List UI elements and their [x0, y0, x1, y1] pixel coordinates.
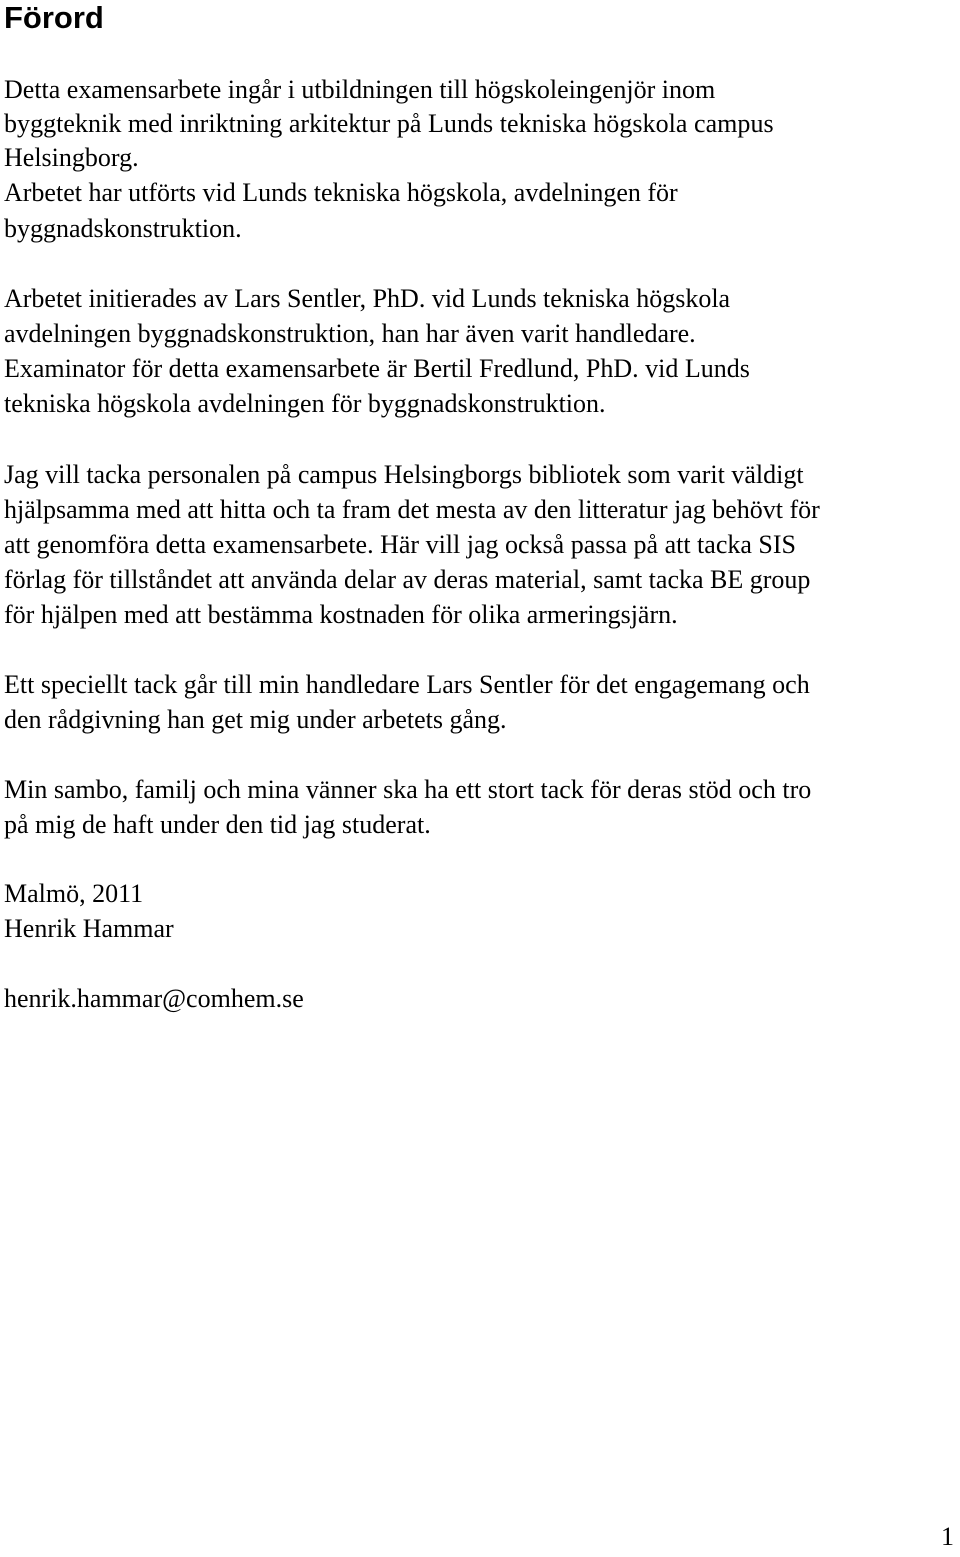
text-line: Detta examensarbete ingår i utbildningen till högskoleingenjör inom	[4, 75, 716, 104]
text-line: Jag vill tacka personalen på campus Helsingborgs bibliotek som varit väldigt	[4, 460, 804, 489]
text-line: Min sambo, familj och mina vänner ska ha ett stort tack för deras stöd och tro	[4, 775, 812, 804]
place-date: Malmö, 2011	[4, 879, 144, 908]
text-line: Examinator för detta examensarbete är Bertil Fredlund, PhD. vid Lunds	[4, 354, 750, 383]
text-line: på mig de haft under den tid jag studerat.	[4, 810, 431, 839]
text-line: hjälpsamma med att hitta och ta fram det mesta av den litteratur jag behövt för	[4, 495, 820, 524]
page-title: Förord	[4, 0, 104, 35]
page-number: 1	[941, 1522, 954, 1551]
text-line: den rådgivning han get mig under arbetets gång.	[4, 705, 507, 734]
text-line: byggnadskonstruktion.	[4, 214, 242, 243]
text-line: tekniska högskola avdelningen för byggnadskonstruktion.	[4, 389, 606, 418]
text-line: Arbetet initierades av Lars Sentler, PhD. vid Lunds tekniska högskola	[4, 284, 731, 313]
text-line: förlag för tillståndet att använda delar av deras material, samt tacka BE group	[4, 565, 811, 594]
text-line: avdelningen byggnadskonstruktion, han har även varit handledare.	[4, 319, 696, 348]
author-email: henrik.hammar@comhem.se	[4, 984, 304, 1013]
text-line: att genomföra detta examensarbete. Här vill jag också passa på att tacka SIS	[4, 530, 796, 559]
text-line: Helsingborg.	[4, 143, 139, 172]
author-name: Henrik Hammar	[4, 914, 174, 943]
text-line: Ett speciellt tack går till min handledare Lars Sentler för det engagemang och	[4, 670, 810, 699]
text-line: Arbetet har utförts vid Lunds tekniska högskola, avdelningen för	[4, 178, 678, 207]
text-line: byggteknik med inriktning arkitektur på Lunds tekniska högskola campus	[4, 109, 774, 138]
text-line: för hjälpen med att bestämma kostnaden för olika armeringsjärn.	[4, 600, 678, 629]
